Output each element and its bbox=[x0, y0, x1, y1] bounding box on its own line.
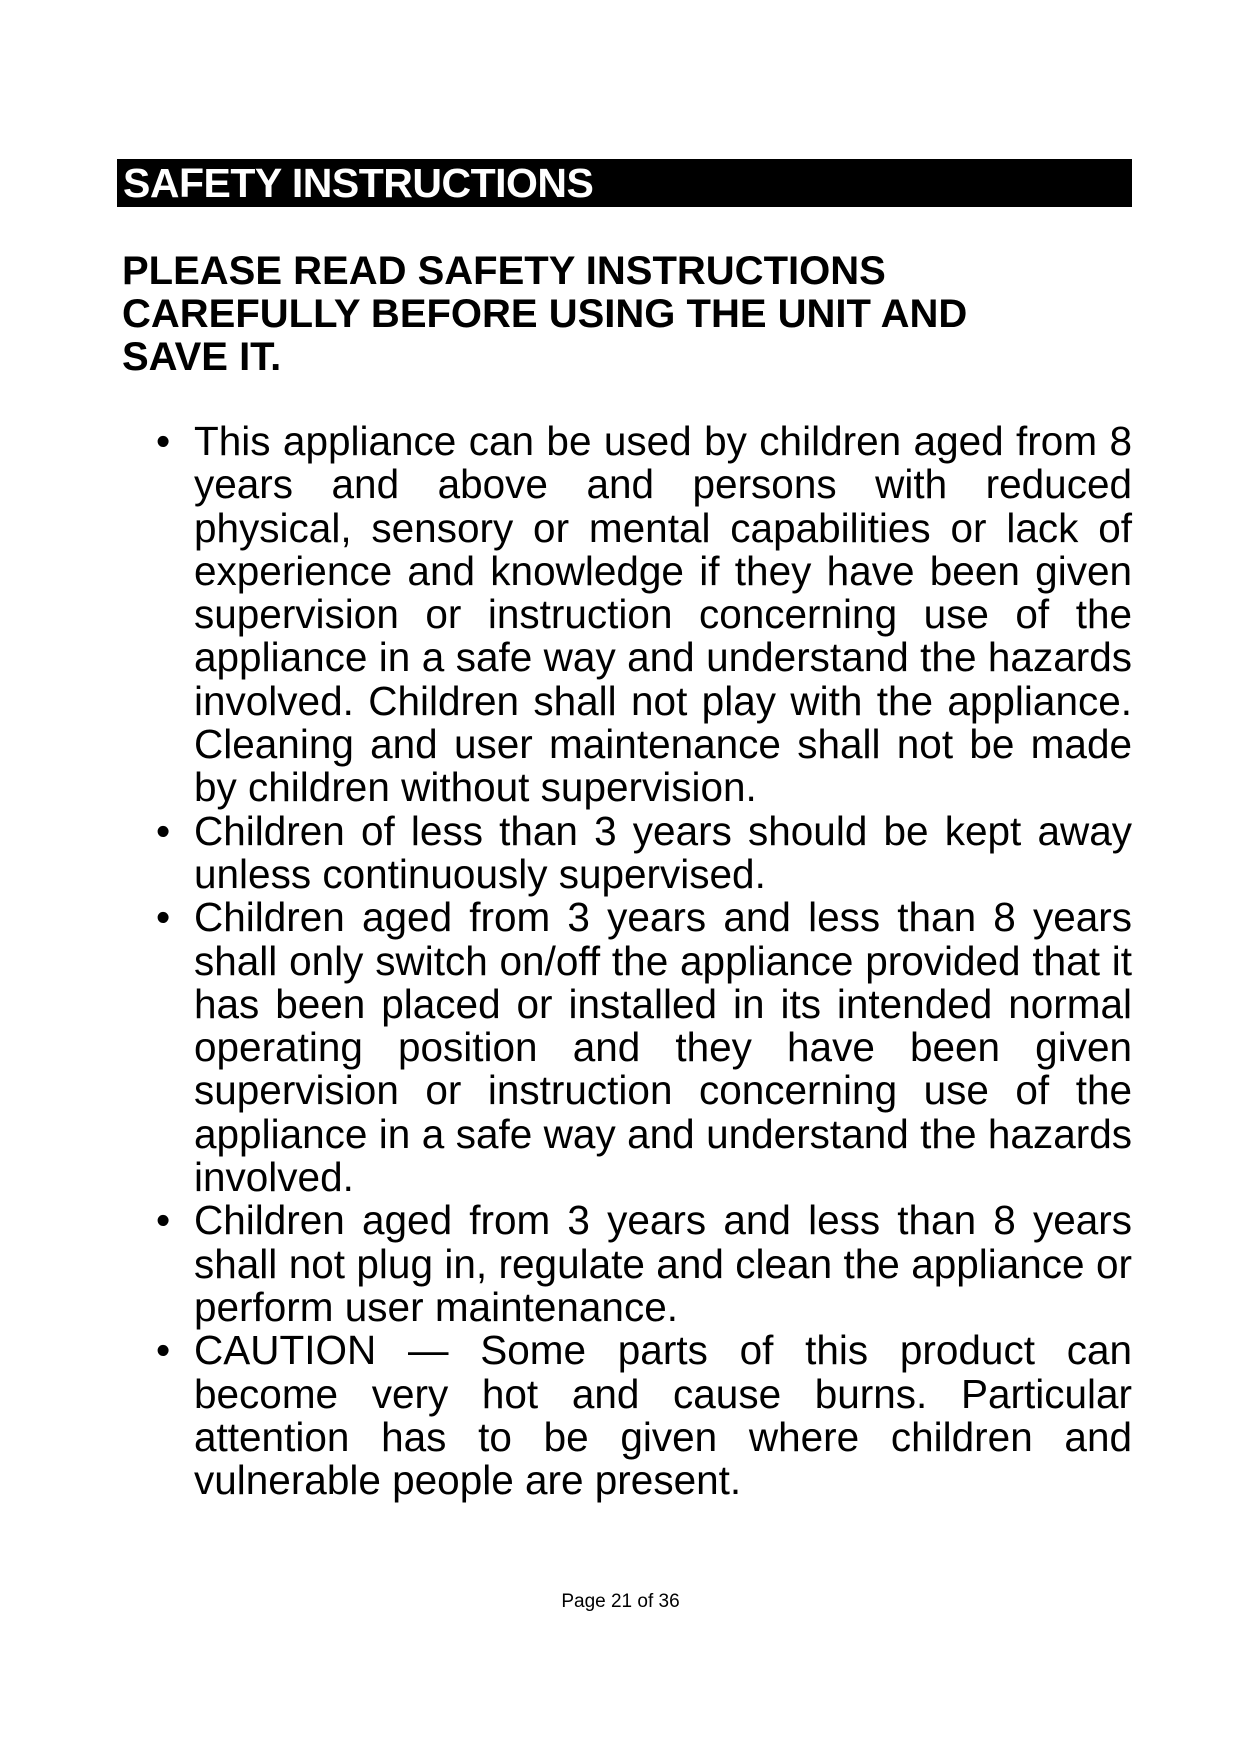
section-title: SAFETY INSTRUCTIONS bbox=[123, 160, 594, 206]
list-item bbox=[150, 1199, 1132, 1329]
bullet-icon: • bbox=[156, 1197, 171, 1244]
list-item-text: Children of less than 3 years should be kept away unless continuously supervised. bbox=[194, 807, 1132, 897]
bullet-icon: • bbox=[156, 807, 171, 854]
list-item bbox=[150, 420, 1132, 810]
list-item bbox=[150, 1329, 1132, 1502]
bullet-icon: • bbox=[156, 1327, 171, 1374]
list-item-text: Children aged from 3 years and less than 8 years shall only switch on/off the appliance provided that it has been placed or installed in its intended normal operating position and they have been given supervision or instruction concerning use of the appliance in a safe way and understand the hazards involved. bbox=[194, 894, 1132, 1201]
list-item-text: Children aged from 3 years and less than 8 years shall not plug in, regulate and clean the appliance or perform user maintenance. bbox=[194, 1197, 1132, 1330]
list-item-text: This appliance can be used by children aged from 8 years and above and persons with reduced physical, sensory or mental capabilities or lack of experience and knowledge if they have been given supervision or instruction concerning use of the appliance in a safe way and understand the hazards involved. Children shall not play with the appliance. Cleaning and user maintenance shall not be made by children without supervision. bbox=[194, 418, 1132, 811]
bullet-icon: • bbox=[156, 418, 171, 464]
bullet-icon: • bbox=[156, 894, 171, 941]
safety-instructions-list bbox=[150, 420, 1132, 1502]
list-item-text: CAUTION — Some parts of this product can become very hot and cause burns. Particular attention has to be given where children and vulnerable people are present. bbox=[194, 1327, 1132, 1504]
page-number: Page 21 of 36 bbox=[561, 1591, 680, 1612]
list-item bbox=[150, 896, 1132, 1199]
safety-heading: PLEASE READ SAFETY INSTRUCTIONS CAREFULLY BEFORE USING THE UNIT AND SAVE IT. bbox=[122, 249, 968, 379]
list-item bbox=[150, 807, 1132, 897]
section-header-bar bbox=[117, 159, 1132, 207]
